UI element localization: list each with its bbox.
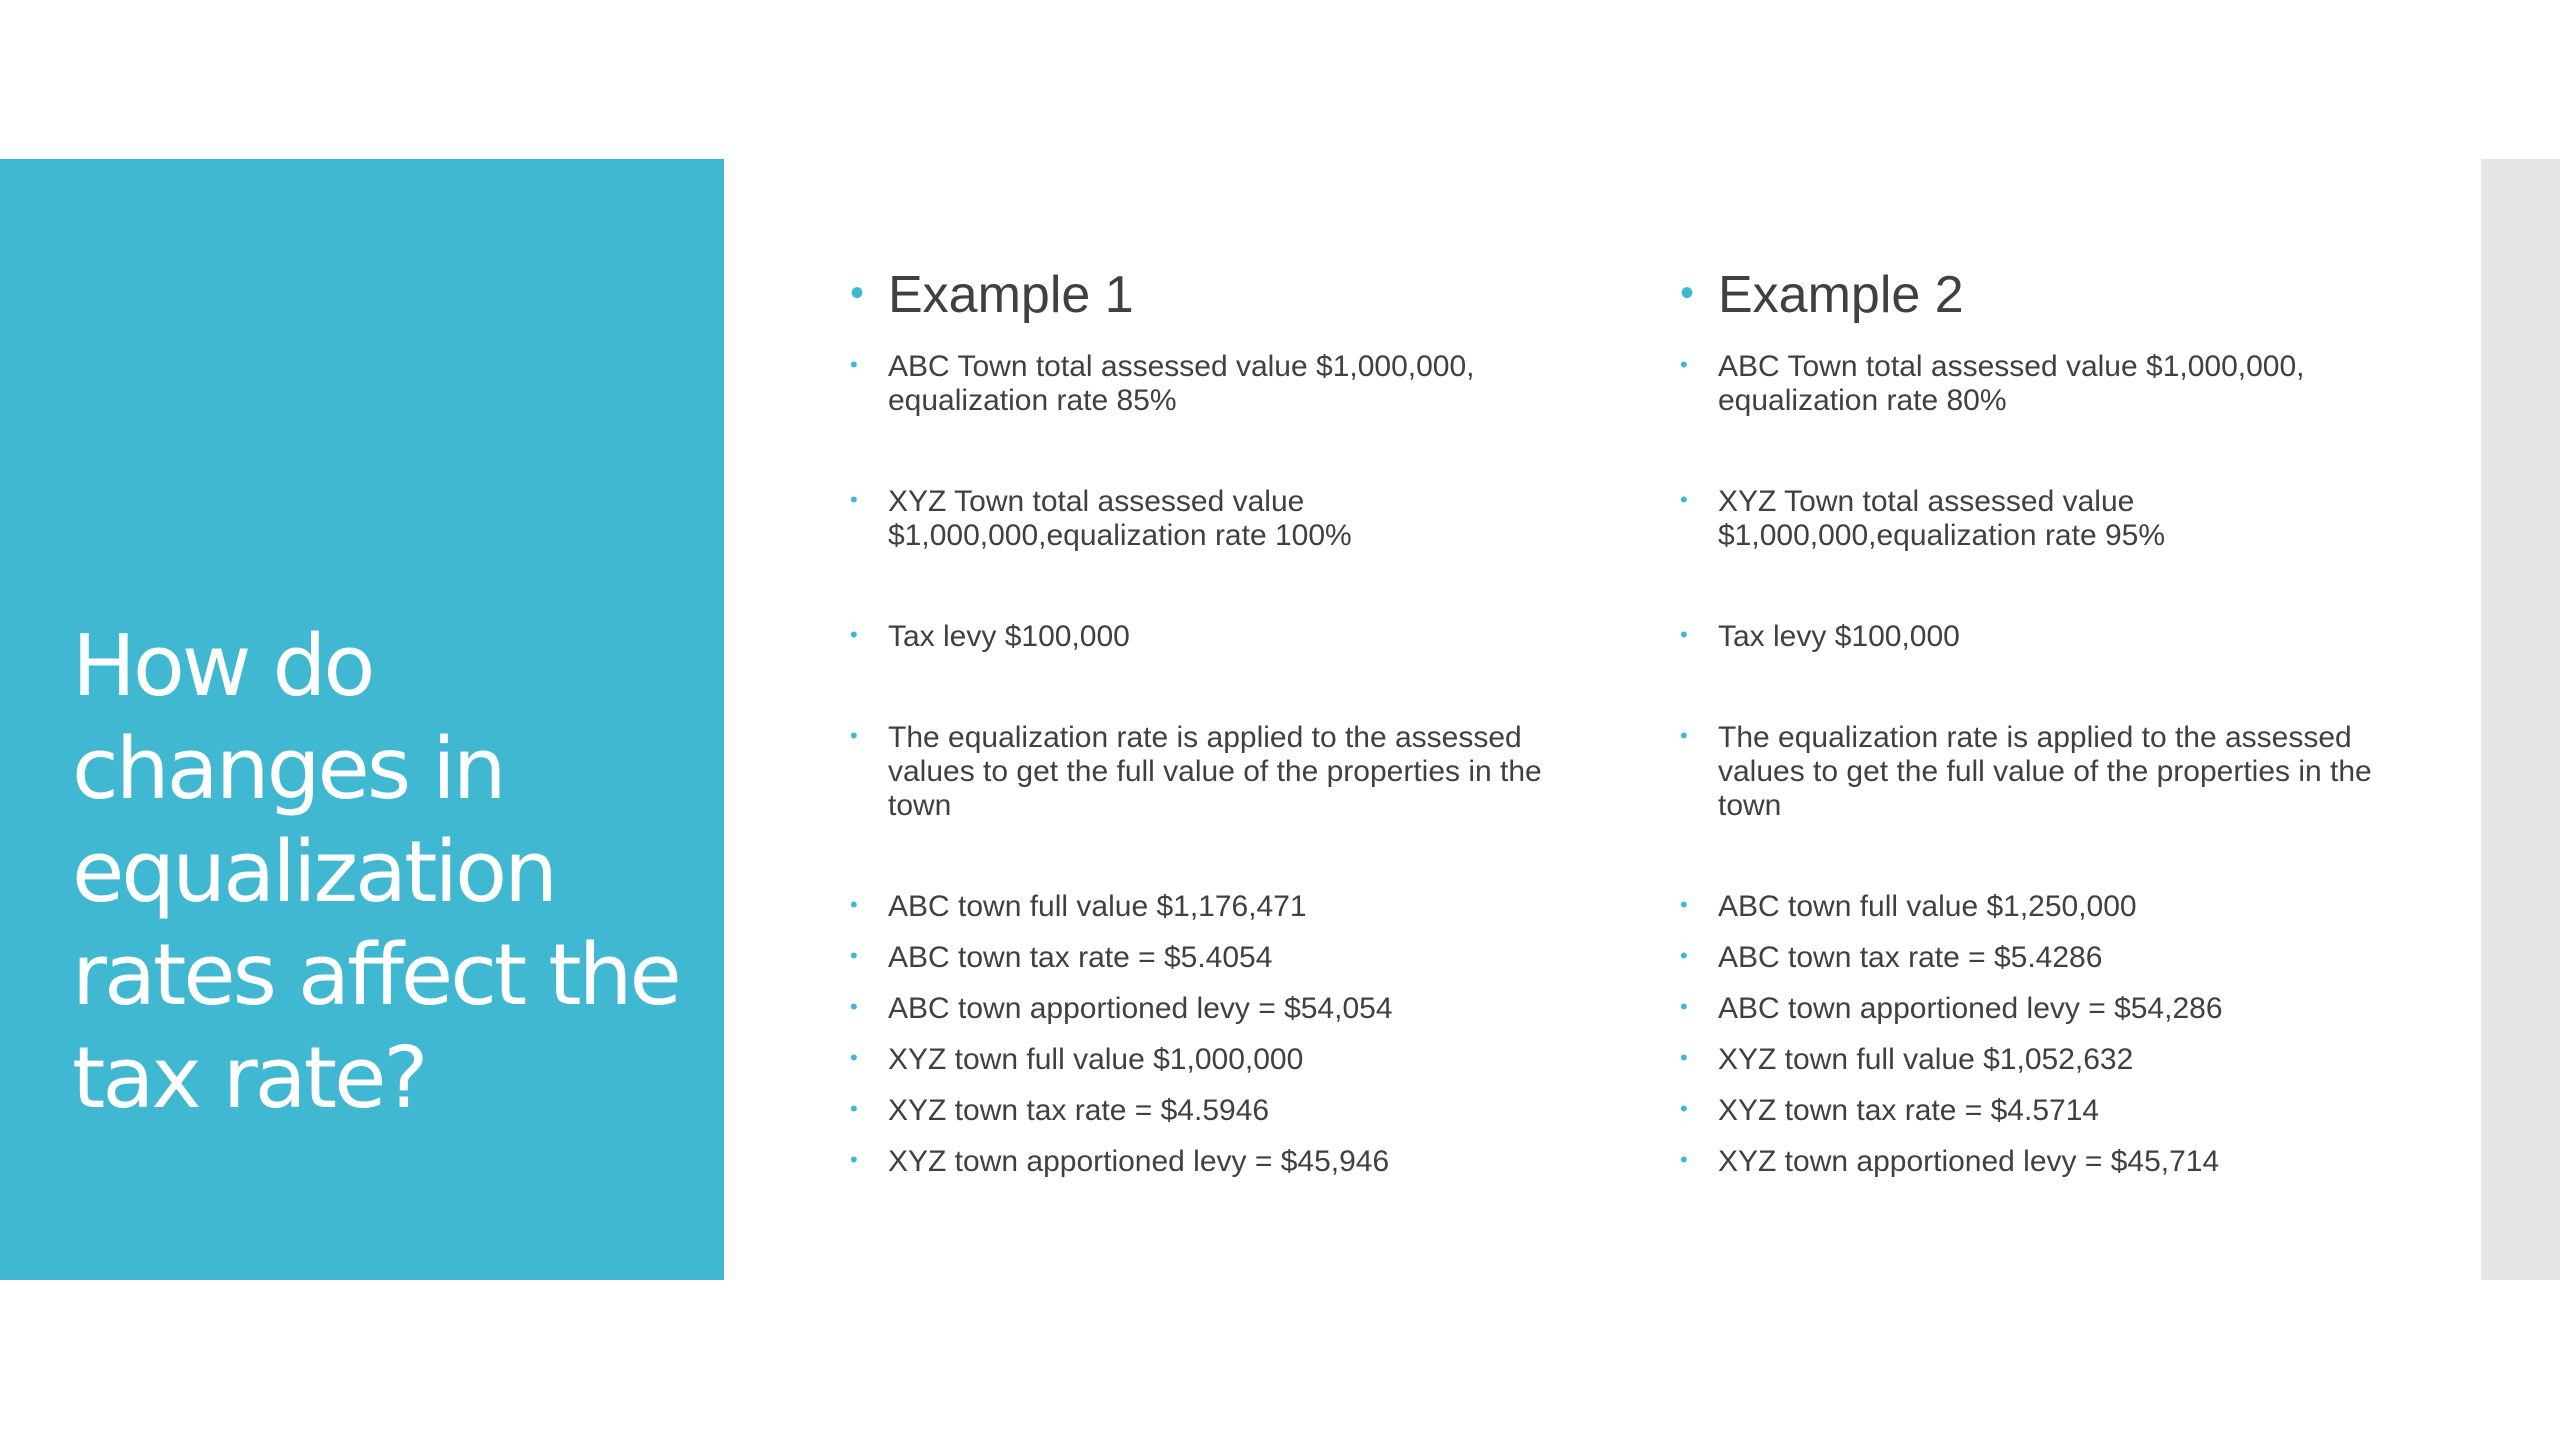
bullet-icon: • xyxy=(850,1096,858,1121)
bullet-icon: • xyxy=(1680,892,1688,917)
list-item xyxy=(850,1145,1590,1179)
list-item-text: XYZ town apportioned levy = $45,714 xyxy=(1718,1145,2220,1178)
bullet-icon: • xyxy=(1680,487,1688,512)
list-item xyxy=(1680,620,2420,654)
list-item xyxy=(850,1043,1590,1077)
bullet-icon: • xyxy=(850,622,858,647)
bullet-icon: • xyxy=(850,1045,858,1070)
list-item xyxy=(850,992,1590,1026)
bullet-icon: • xyxy=(850,723,858,748)
example-1-column xyxy=(850,264,1590,1196)
list-item xyxy=(850,620,1590,654)
bullet-icon: • xyxy=(1680,352,1688,377)
list-item-text: XYZ town tax rate = $4.5714 xyxy=(1718,1094,2100,1127)
bullet-icon: • xyxy=(850,994,858,1019)
list-item-text: XYZ Town total assessed value $1,000,000,equalization rate 95% xyxy=(1718,485,2166,552)
bullet-icon: • xyxy=(850,943,858,968)
list-item xyxy=(850,941,1590,975)
example-2-heading xyxy=(1680,264,2420,326)
bullet-icon: • xyxy=(1680,271,1695,315)
list-item xyxy=(850,350,1590,418)
example-1-heading xyxy=(850,264,1590,326)
list-item-text: ABC town apportioned levy = $54,054 xyxy=(888,992,1393,1025)
bullet-icon: • xyxy=(1680,1096,1688,1121)
list-item-text: XYZ town apportioned levy = $45,946 xyxy=(888,1145,1390,1178)
list-item xyxy=(1680,1094,2420,1128)
bullet-icon: • xyxy=(850,892,858,917)
title-panel xyxy=(0,159,724,1280)
list-item-text: XYZ town full value $1,000,000 xyxy=(888,1043,1304,1076)
bullet-icon: • xyxy=(1680,622,1688,647)
list-item-text: ABC Town total assessed value $1,000,000, equalization rate 85% xyxy=(888,350,1475,417)
list-item-text: ABC town apportioned levy = $54,286 xyxy=(1718,992,2223,1025)
list-item-text: ABC town full value $1,250,000 xyxy=(1718,890,2137,923)
list-item xyxy=(850,721,1590,823)
list-item xyxy=(850,485,1590,553)
list-item xyxy=(1680,350,2420,418)
bullet-icon: • xyxy=(850,352,858,377)
list-item xyxy=(1680,1145,2420,1179)
bullet-icon: • xyxy=(1680,994,1688,1019)
list-item-text: ABC town tax rate = $5.4054 xyxy=(888,941,1273,974)
list-item-text: XYZ town full value $1,052,632 xyxy=(1718,1043,2134,1076)
list-item xyxy=(1680,1043,2420,1077)
bullet-icon: • xyxy=(850,487,858,512)
list-item-text: The equalization rate is applied to the assessed values to get the full value of the properties in the town xyxy=(888,721,1542,822)
list-item xyxy=(1680,485,2420,553)
list-item xyxy=(1680,941,2420,975)
example-1-heading-text: Example 1 xyxy=(888,266,1134,324)
list-item xyxy=(850,1094,1590,1128)
bullet-icon: • xyxy=(1680,1045,1688,1070)
example-2-heading-text: Example 2 xyxy=(1718,266,1964,324)
list-item-text: ABC town tax rate = $5.4286 xyxy=(1718,941,2103,974)
list-item xyxy=(1680,890,2420,924)
slide-title: How do changes in equalization rates affect the tax rate? xyxy=(72,617,679,1128)
list-item-text: The equalization rate is applied to the assessed values to get the full value of the properties in the town xyxy=(1718,721,2372,822)
list-item-text: ABC town full value $1,176,471 xyxy=(888,890,1307,923)
bullet-icon: • xyxy=(1680,1147,1688,1172)
example-2-column xyxy=(1680,264,2420,1196)
bullet-icon: • xyxy=(1680,943,1688,968)
bullet-icon: • xyxy=(850,271,865,315)
side-strip xyxy=(2481,159,2560,1280)
list-item xyxy=(1680,992,2420,1026)
list-item-text: ABC Town total assessed value $1,000,000, equalization rate 80% xyxy=(1718,350,2305,417)
list-item-text: Tax levy $100,000 xyxy=(1718,620,1960,653)
list-item xyxy=(850,890,1590,924)
list-item xyxy=(1680,721,2420,823)
list-item-text: Tax levy $100,000 xyxy=(888,620,1130,653)
list-item-text: XYZ town tax rate = $4.5946 xyxy=(888,1094,1270,1127)
bullet-icon: • xyxy=(1680,723,1688,748)
bullet-icon: • xyxy=(850,1147,858,1172)
list-item-text: XYZ Town total assessed value $1,000,000,equalization rate 100% xyxy=(888,485,1352,552)
